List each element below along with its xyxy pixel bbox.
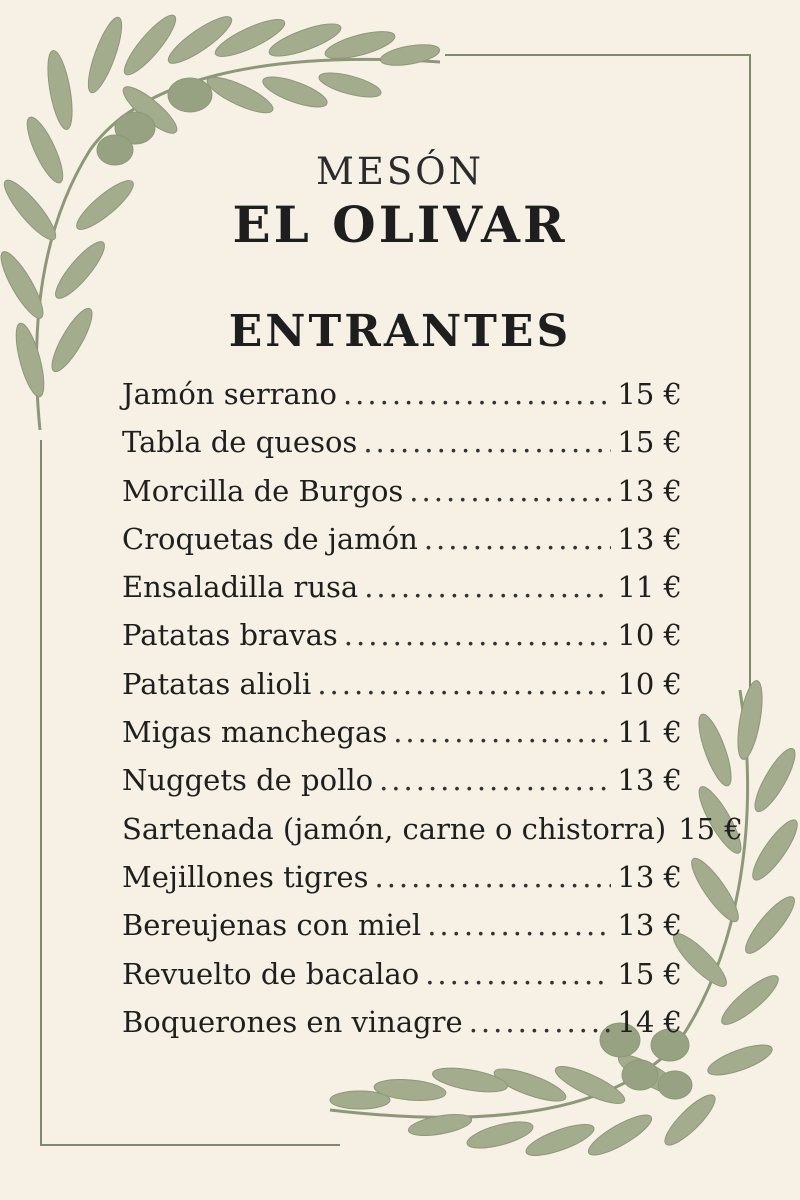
restaurant-prefix: MESÓN <box>316 150 484 193</box>
menu-item-price: 13 € <box>617 859 682 894</box>
menu-item <box>122 660 682 708</box>
dot-leader <box>409 467 611 515</box>
menu-item <box>122 467 682 515</box>
dot-leader <box>363 418 611 466</box>
dot-leader <box>317 660 611 708</box>
menu-item-name: Sartenada (jamón, carne o chistorra) <box>122 811 667 846</box>
dot-leader <box>425 950 611 998</box>
menu-item-name: Jamón serrano <box>122 377 337 411</box>
frame-line-top <box>445 54 751 56</box>
menu-item <box>122 370 682 418</box>
section-title: ENTRANTES <box>228 306 572 357</box>
menu-item-price: 15 € <box>617 377 682 411</box>
dot-leader <box>374 853 611 901</box>
menu-item-name: Ensaladilla rusa <box>122 570 359 605</box>
menu-item <box>122 563 682 611</box>
menu-item-name: Boquerones en vinagre <box>122 1004 463 1039</box>
menu-item-price: 13 € <box>617 763 682 798</box>
menu-item-name: Patatas bravas <box>122 618 338 653</box>
dot-leader <box>393 708 611 756</box>
frame-line-bottom <box>40 1144 340 1146</box>
menu-item <box>122 853 682 901</box>
menu-item-name: Revuelto de bacalao <box>122 956 420 991</box>
menu-item <box>122 708 682 756</box>
dot-leader <box>427 901 611 949</box>
restaurant-name: EL OLIVAR <box>232 195 568 254</box>
menu-item-price: 15 € <box>617 425 682 460</box>
frame-line-left <box>40 440 42 1146</box>
menu-item-price: 14 € <box>617 1004 682 1039</box>
dot-leader <box>379 756 611 804</box>
menu-list <box>122 370 743 1046</box>
menu-item-price: 13 € <box>617 908 682 943</box>
dot-leader <box>344 611 612 659</box>
menu-item-name: Tabla de quesos <box>122 425 358 460</box>
menu-item <box>122 805 743 853</box>
menu-item-price: 11 € <box>617 570 682 605</box>
dot-leader <box>364 563 611 611</box>
menu-item-name: Migas manchegas <box>122 715 388 750</box>
menu-item-price: 15 € <box>678 811 743 846</box>
menu-item <box>122 950 682 998</box>
dot-leader <box>469 998 612 1046</box>
menu-item-price: 15 € <box>617 956 682 991</box>
menu-item-price: 13 € <box>617 473 682 508</box>
menu-item-price: 13 € <box>617 521 682 556</box>
menu-item <box>122 756 682 804</box>
menu-item-name: Mejillones tigres <box>122 859 369 894</box>
menu-item-price: 11 € <box>617 715 682 750</box>
menu-item <box>122 901 682 949</box>
menu-item-name: Croquetas de jamón <box>122 521 418 556</box>
menu-item-name: Patatas alioli <box>122 666 312 701</box>
menu-item <box>122 611 682 659</box>
menu-item <box>122 515 682 563</box>
restaurant-header <box>0 150 800 256</box>
dot-leader <box>343 370 611 418</box>
menu-item-price: 10 € <box>617 618 682 653</box>
menu-item <box>122 998 682 1046</box>
menu-item <box>122 418 682 466</box>
menu-item-price: 10 € <box>617 666 682 701</box>
menu-item-name: Morcilla de Burgos <box>122 473 404 508</box>
dot-leader <box>424 515 612 563</box>
menu-item-name: Bereujenas con miel <box>122 908 422 943</box>
menu-item-name: Nuggets de pollo <box>122 763 374 798</box>
